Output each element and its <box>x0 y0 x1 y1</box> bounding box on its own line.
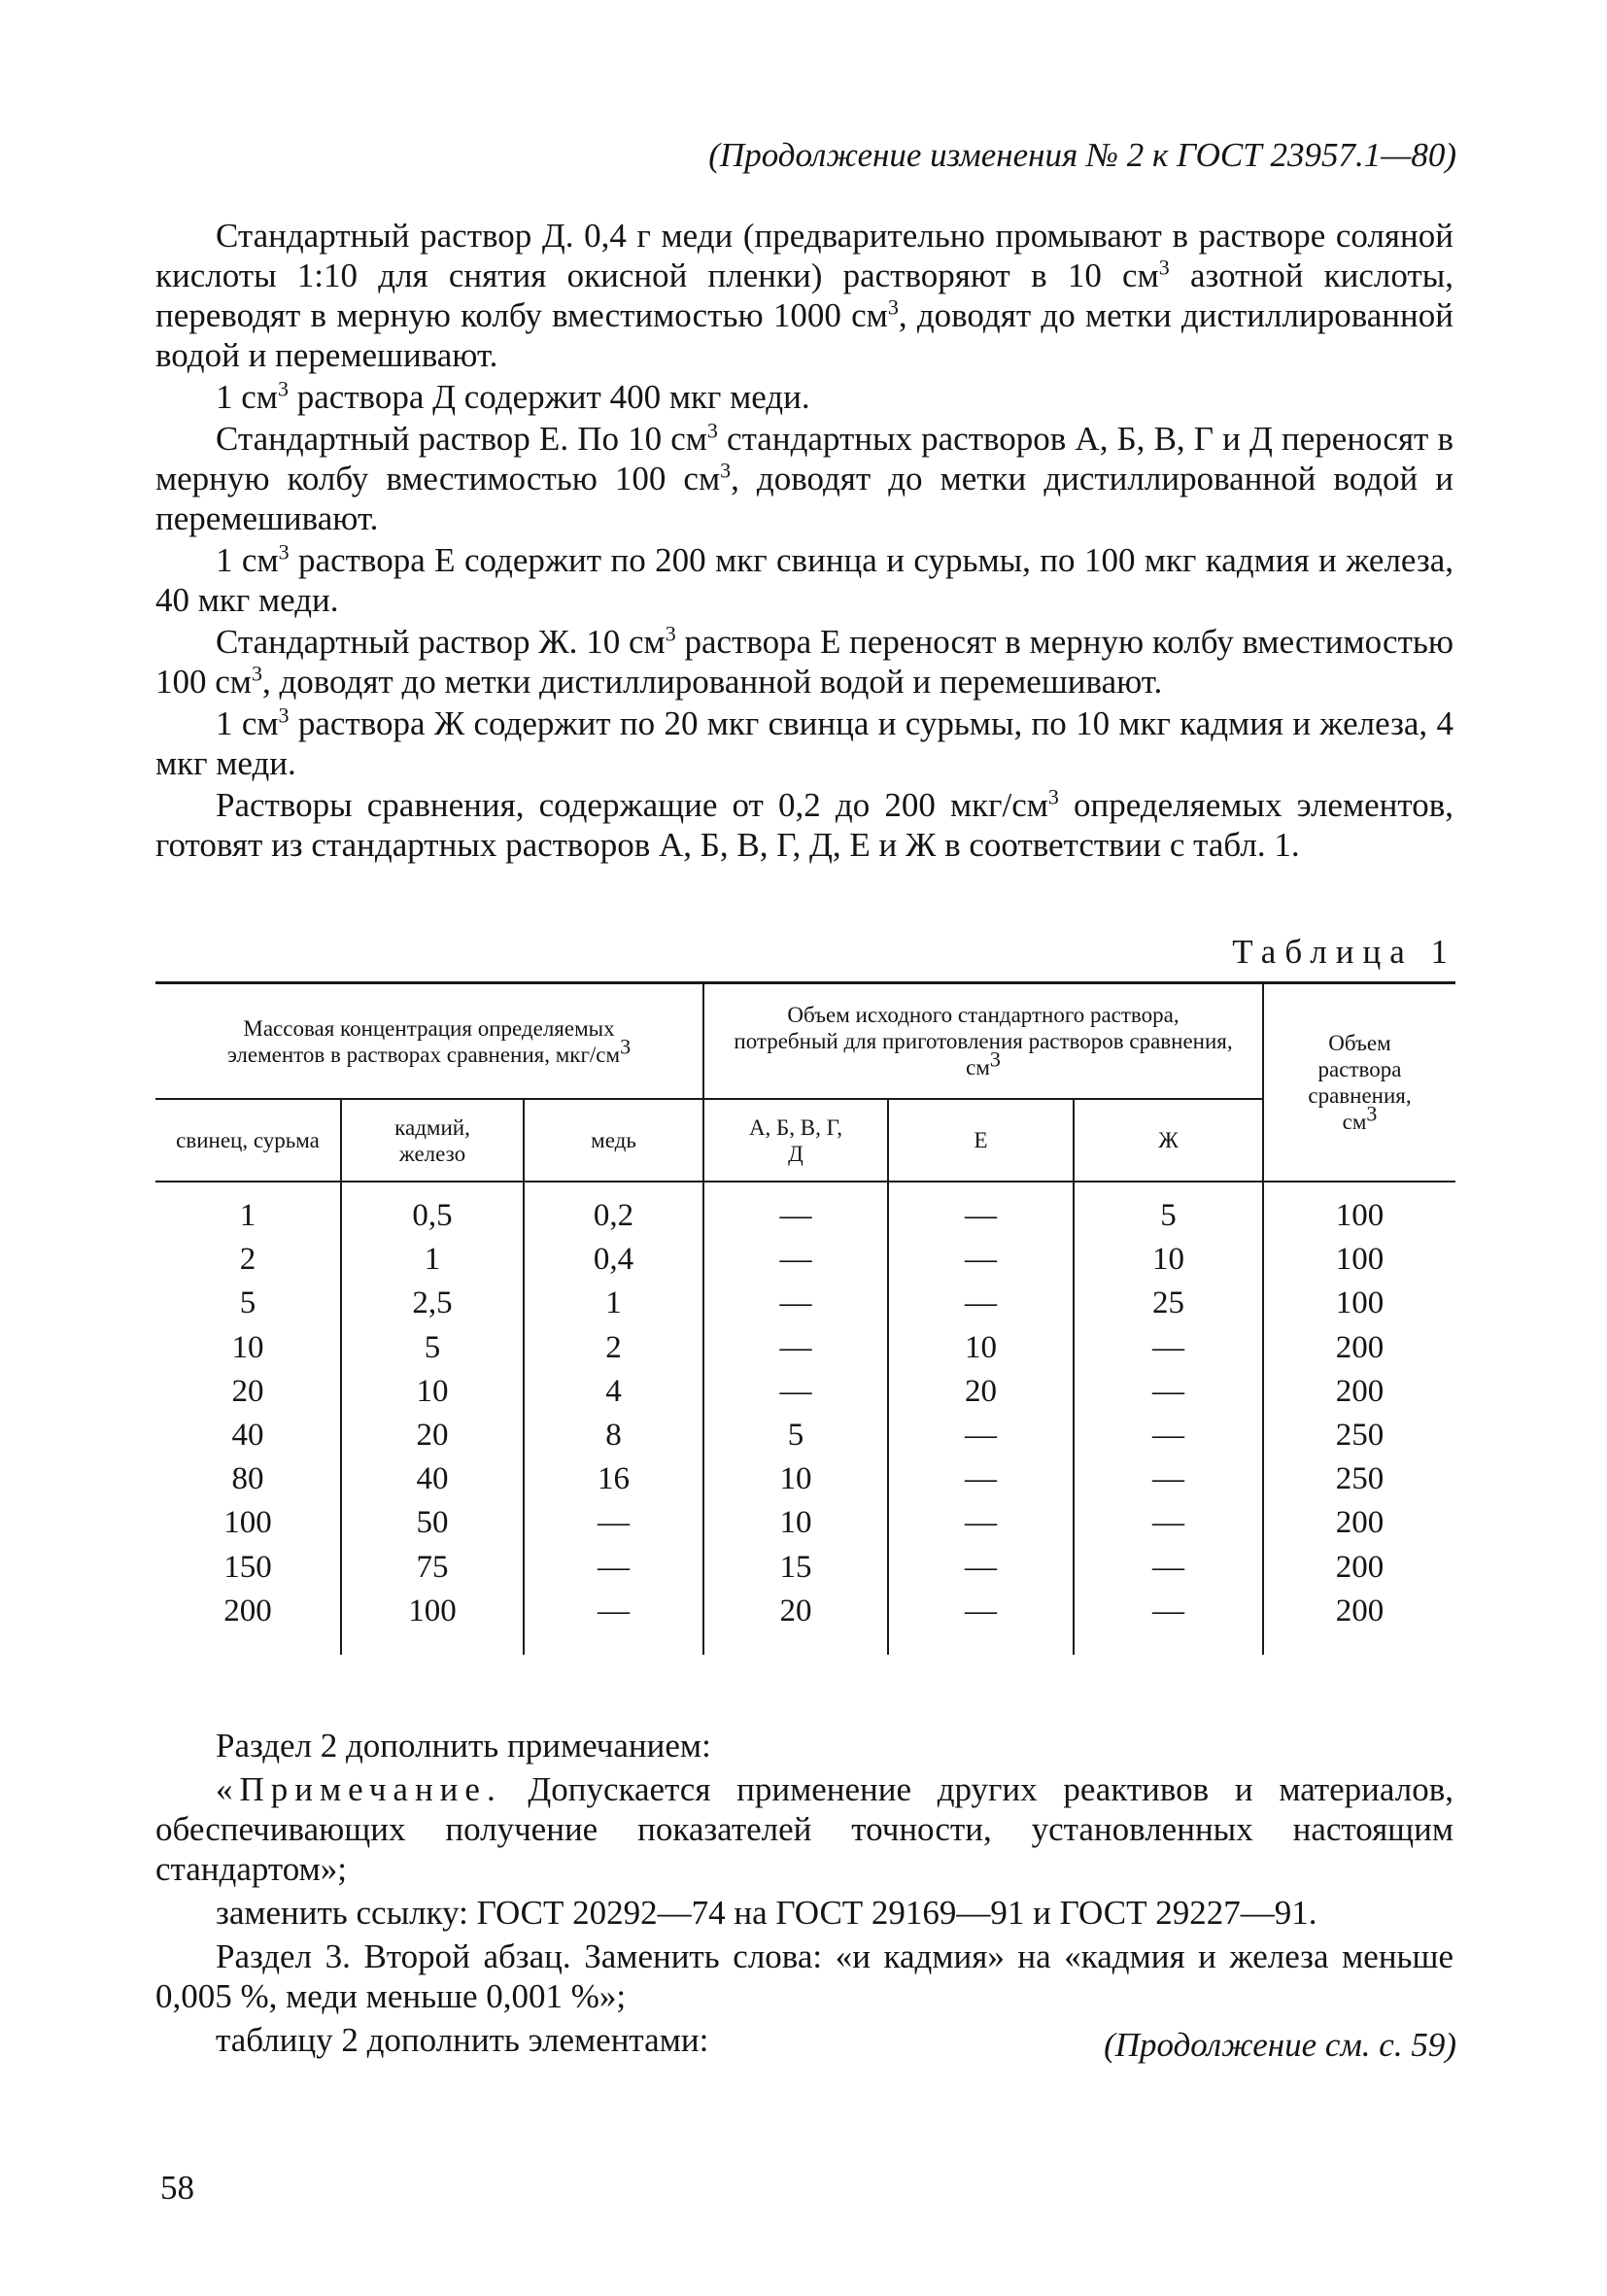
table-cell: 200 <box>1335 1505 1385 1540</box>
table-cell: — <box>965 1461 997 1496</box>
table-cell: 10 <box>416 1374 449 1409</box>
table-cell: — <box>1152 1550 1184 1585</box>
header-cadmium-iron: кадмий, железо <box>394 1114 470 1166</box>
table-cell: 50 <box>416 1505 449 1540</box>
header-mass-concentration: Массовая концентрация определяемых элементов в растворах сравнения, мкг/$см^3$ <box>226 1015 632 1067</box>
table-cell: 100 <box>1335 1242 1385 1277</box>
table-cell: 0,5 <box>412 1198 453 1233</box>
table-cell: — <box>779 1374 812 1409</box>
table-cell: — <box>965 1505 997 1540</box>
table-cell: 10 <box>231 1330 264 1365</box>
table-2-supplement: таблицу 2 дополнить элементами: <box>216 2021 709 2059</box>
table-cell: 2 <box>239 1242 256 1277</box>
table-cell: — <box>1152 1593 1184 1628</box>
reference-replacement: заменить ссылку: ГОСТ 20292—74 на ГОСТ 29169—91 и ГОСТ 29227—91. <box>216 1894 1317 1932</box>
table-cell: — <box>1152 1418 1184 1453</box>
amendment-text <box>155 1726 1453 2064</box>
table-caption: Таблица 1 <box>1232 933 1456 971</box>
header-solutions-abvgd: А, Б, В, Г, Д <box>748 1114 843 1166</box>
table-cell: 4 <box>605 1374 622 1409</box>
header-solution-zh: Ж <box>1158 1128 1179 1152</box>
table-cell: 75 <box>416 1550 449 1585</box>
header-lead-antimony: свинец, сурьма <box>176 1128 320 1152</box>
table-cell: — <box>1152 1374 1184 1409</box>
table-cell: — <box>965 1418 997 1453</box>
header-comparison-volume: Объем раствора сравнения, $см^3$ <box>1308 1031 1412 1134</box>
table-cell: 10 <box>779 1461 812 1496</box>
table-cell: — <box>598 1593 630 1628</box>
paragraph-solution-zh-content: 1 $см^3$ раствора Ж содержит по 20 мкг свинца и сурьмы, по 10 мкг кадмия и железа, 4 мкг меди. <box>155 703 1454 782</box>
table-cell: — <box>1152 1505 1184 1540</box>
table-cell: 200 <box>1335 1550 1385 1585</box>
table-cell: 20 <box>965 1374 997 1409</box>
table-cell: 10 <box>779 1505 812 1540</box>
table-cell: 150 <box>223 1550 272 1585</box>
table-cell: — <box>779 1242 812 1277</box>
table-cell: 100 <box>1335 1198 1385 1233</box>
continuation-note: (Продолжение см. с. 59) <box>1104 2026 1456 2064</box>
table-cell: — <box>1152 1461 1184 1496</box>
table-cell: 25 <box>1152 1285 1184 1320</box>
table-cell: 8 <box>605 1418 622 1453</box>
table-cell: 10 <box>1152 1242 1184 1277</box>
paragraph-standard-solution-e: Стандартный раствор Е. По 10 $см^3$ стандартных растворов А, Б, В, Г и Д переносят в мерную колбу вместимостью 100 $см^3$, доводят до метки дистиллированной водой и перемешивают. <box>155 418 1453 537</box>
table-cell: 200 <box>1335 1330 1385 1365</box>
table-cell: 1 <box>605 1285 622 1320</box>
table-cell: 100 <box>1335 1285 1385 1320</box>
paragraph-comparison-solutions: Растворы сравнения, содержащие от 0,2 до 200 мкг/$см^3$ определяемых элементов, готовят из стандартных растворов А, Б, В, Г, Д, Е и Ж в соответствии с табл. 1. <box>155 784 1453 864</box>
table-cell: 16 <box>598 1461 630 1496</box>
comparison-solutions-table <box>155 981 1455 1655</box>
page-number: 58 <box>160 2169 194 2207</box>
header-initial-volume: Объем исходного стандартного раствора, потребный для приготовления растворов сравнения, $см^3$ <box>734 1003 1233 1079</box>
table-cell: 200 <box>1335 1374 1385 1409</box>
paragraph-standard-solution-zh: Стандартный раствор Ж. 10 $см^3$ раствора Е переносят в мерную колбу вместимостью 100 $см^3$, доводят до метки дистиллированной водой и перемешивают. <box>155 621 1453 701</box>
table-cell: 5 <box>239 1285 256 1320</box>
table-cell: — <box>965 1550 997 1585</box>
table-cell: 2,5 <box>412 1285 453 1320</box>
table-cell: 0,4 <box>593 1242 634 1277</box>
table-cell: 0,2 <box>593 1198 634 1233</box>
section-2-note: «Примечание. Допускается применение других реактивов и материалов, обеспечивающих получение показателей точности, установленных настоящим стандартом»; <box>155 1770 1453 1888</box>
header-solution-e: Е <box>974 1128 988 1152</box>
table-cell: 2 <box>605 1330 622 1365</box>
table-cell: 100 <box>408 1593 457 1628</box>
table-cell: 20 <box>416 1418 449 1453</box>
table-cell: — <box>779 1330 812 1365</box>
table-cell: 200 <box>1335 1593 1385 1628</box>
table-header-bottom-rule <box>155 1181 1455 1182</box>
table-cell: — <box>779 1198 812 1233</box>
table-cell: 5 <box>1160 1198 1177 1233</box>
table-cell: 1 <box>239 1198 256 1233</box>
table-cell: — <box>965 1593 997 1628</box>
table-cell: 80 <box>231 1461 264 1496</box>
table-cell: 40 <box>231 1418 264 1453</box>
table-cell: 20 <box>231 1374 264 1409</box>
paragraph-solution-d-content: 1 $см^3$ раствора Д содержит 400 мкг меди. <box>216 376 810 416</box>
section-3-change: Раздел 3. Второй абзац. Заменить слова: «и кадмия» на «кадмия и железа меньше 0,005 %, меди меньше 0,001 %»; <box>155 1937 1453 2015</box>
section-2-note-intro: Раздел 2 дополнить примечанием: <box>216 1727 711 1765</box>
table-cell: 200 <box>223 1593 272 1628</box>
table-cell: — <box>1152 1330 1184 1365</box>
table-cell: — <box>965 1285 997 1320</box>
table-cell: 100 <box>223 1505 272 1540</box>
header-copper: медь <box>591 1128 636 1152</box>
table-cell: 10 <box>965 1330 997 1365</box>
table-cell: — <box>598 1550 630 1585</box>
table-cell: 250 <box>1335 1461 1385 1496</box>
table-cell: — <box>965 1198 997 1233</box>
running-header: (Продолжение изменения № 2 к ГОСТ 23957.1—80) <box>708 136 1456 174</box>
paragraph-standard-solution-d: Стандартный раствор Д. 0,4 г меди (предварительно промывают в растворе соляной кислоты 1:10 для снятия окисной пленки) растворяют в 10 $см^3$ азотной кислоты, переводят в мерную колбу вместимостью 1000 $см^3$, доводят до метки дистиллированной водой и перемешивают. <box>155 217 1453 374</box>
table-cell: 5 <box>787 1418 804 1453</box>
table-cell: 1 <box>424 1242 441 1277</box>
table-cell: — <box>598 1505 630 1540</box>
table-cell: — <box>965 1242 997 1277</box>
paragraph-solution-e-content: 1 $см^3$ раствора Е содержит по 200 мкг свинца и сурьмы, по 100 мкг кадмия и железа, 40 мкг меди. <box>155 539 1454 619</box>
table-cell: 5 <box>424 1330 441 1365</box>
table-cell: 250 <box>1335 1418 1385 1453</box>
body-text <box>155 216 1453 867</box>
table-cell: 40 <box>416 1461 449 1496</box>
table-cell: — <box>779 1285 812 1320</box>
table-cell: 20 <box>779 1593 812 1628</box>
table-cell: 15 <box>779 1550 812 1585</box>
